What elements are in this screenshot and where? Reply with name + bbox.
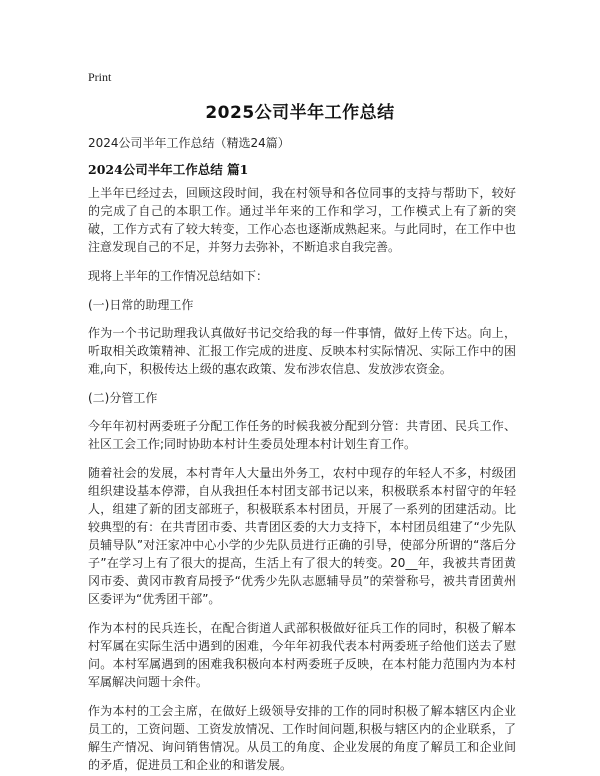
paragraph-intro: 上半年已经过去，回顾这段时间，我在村领导和各位同事的支持与帮助下，较好的完成了自己的本职工作。通过半年来的工作和学习，工作模式上有了新的突破，工作方式有了较大转变，工作心态也逐渐成熟起来。与此同时，在工作中也注意发现自己的不足，并努力去弥补，不断追求自我完善。 <box>88 186 516 254</box>
paragraph-assignment: 今年年初村两委班子分配工作任务的时候我被分配到分管：共青团、民兵工作、社区工会工作;同时协助本村计生委员处理本村计划生育工作。 <box>88 419 516 451</box>
subheading-assigned-work: (二)分管工作 <box>88 391 158 405</box>
section-heading: 2024公司半年工作总结 篇1 <box>88 162 249 177</box>
paragraph-youth-league: 随着社会的发展，本村青年人大量出外务工，农村中现存的年轻人不多，村级团组织建设基本停滞，自从我担任本村团支部书记以来，积极联系本村留守的年轻人，组建了新的团支部班子，积极联系本村团员，开展了一系列的团建活动。比较典型的有：在共青团市委、共青团区委的大力支持下，本村团员组建了“少先队员辅导队”对汪家冲中心小学的少先队员进行正确的引导，使部分所谓的“落后分子”在学习上有了很大的提高，生活上有了很大的转变。20__年，我被共青团黄冈市委、黄冈市教育局授予“优秀少先队志愿辅导员”的荣誉称号，被共青团黄州区委评为“优秀团干部”。 <box>88 466 516 606</box>
document-subtitle: 2024公司半年工作总结（精选24篇） <box>88 136 290 150</box>
document-body <box>88 184 516 776</box>
paragraph-militia: 作为本村的民兵连长，在配合街道人武部积极做好征兵工作的同时，积极了解本村军属在实际生活中遇到的困难，今年年初我代表本村两委班子给他们送去了慰问。本村军属遇到的困难我积极向本村两委班子反映，在本村能力范围内为本村军属解决问题十余件。 <box>88 621 516 689</box>
paragraph-union: 作为本村的工会主席，在做好上级领导安排的工作的同时积极了解本辖区内企业员工的，工资问题、工资发放情况、工作时间问题,积极与辖区内的企业联系，了解生产情况、询问销售情况。从员工的角度、企业发展的角度了解员工和企业间的矛盾，促进员工和企业的和谐发展。 <box>88 704 516 772</box>
print-label[interactable]: Print <box>88 70 112 84</box>
paragraph-summary-lead: 现将上半年的工作情况总结如下： <box>88 269 269 283</box>
document-title: 2025公司半年工作总结 <box>205 103 395 123</box>
subheading-daily-assistant-work: (一)日常的助理工作 <box>88 298 194 312</box>
paragraph-assistant-work: 作为一个书记助理我认真做好书记交给我的每一件事情，做好上传下达。向上，听取相关政策精神、汇报工作完成的进度、反映本村实际情况、实际工作中的困难,向下，积极传达上级的惠农政策、发布涉农信息、发放涉农资金。 <box>88 326 516 376</box>
